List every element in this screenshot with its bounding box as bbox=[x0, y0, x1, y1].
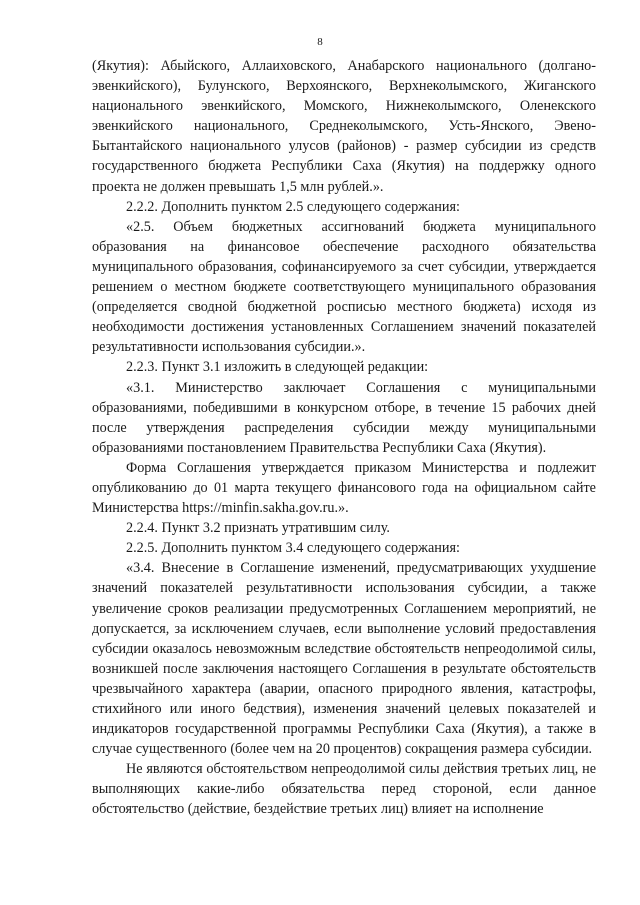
paragraph-item-2-2-4: 2.2.4. Пункт 3.2 признать утратившим силу. bbox=[126, 520, 390, 537]
paragraph-item-2-2-3: 2.2.3. Пункт 3.1 изложить в следующей редакции: bbox=[126, 359, 429, 376]
paragraph-item-2-2-2: 2.2.2. Дополнить пунктом 2.5 следующего содержания: bbox=[126, 198, 460, 215]
paragraph-item-2-2-5: 2.2.5. Дополнить пунктом 3.4 следующего содержания: bbox=[126, 540, 460, 557]
paragraph-force-majeure: Не являются обстоятельством непреодолимой силы действия третьих лиц, не выполняющих какие-либо обязательства перед стороной, если данное обстоятельство (действие, бездействие третьих лиц) влияет на исполнение bbox=[92, 761, 596, 818]
paragraph-agreement-form: Форма Соглашения утверждается приказом Министерства и подлежит опубликованию до 01 марта текущего финансового года на официальном сайте Министерства https://minfin.sakha.gov.ru.». bbox=[92, 459, 596, 517]
paragraph-clause-3-4: «3.4. Внесение в Соглашение изменений, предусматривающих ухудшение значений показателей результативности использования субсидии, а также увеличение сроков реализации предусмотренных Соглашением мероприятий, не допускается, за исключением случаев, если выполнение условий предоставления субсидии оказалось невозможным вследствие обстоятельств непреодолимой силы, возникшей после заключения настоящего Соглашения в результате обстоятельств чрезвычайного характера (аварии, опасного природного явления, катастрофы, стихийного или иного бедствия), изменения значений целевых показателей и индикаторов государственной программы Республики Саха (Якутия), а также в случае существенного (более чем на 20 процентов) сокращения размера субсидии. bbox=[92, 560, 596, 758]
document-body bbox=[92, 56, 596, 820]
page-number: 8 bbox=[317, 36, 323, 48]
paragraph-continuation: (Якутия): Абыйского, Аллаиховского, Анабарского национального (долгано-эвенкийского), Булунского, Верхоянского, Верхнеколымского, Жиганского национального эвенкийского, Момского, Нижнеколымского, Оленекского эвенкийского национального, Среднеколымского, Усть-Янского, Эвено-Бытантайского национального улусов (районов) - размер субсидии из средств государственного бюджета Республики Саха (Якутия) на поддержку одного проекта не должен превышать 1,5 млн рублей.». bbox=[92, 58, 596, 195]
paragraph-clause-3-1: «3.1. Министерство заключает Соглашения с муниципальными образованиями, победившими в конкурсном отборе, в течение 15 рабочих дней после утверждения распределения субсидии между муниципальными образованиями постановлением Правительства Республики Саха (Якутия). bbox=[92, 379, 596, 456]
paragraph-clause-2-5: «2.5. Объем бюджетных ассигнований бюджета муниципального образования на финансовое обеспечение расходного обязательства муниципального образования, софинансируемого за счет субсидии, утверждается решением о местном бюджете соответствующего муниципального образования (определяется сводной бюджетной росписью местного бюджета) исходя из необходимости достижения установленных Соглашением значений показателей результативности использования субсидии.». bbox=[92, 218, 596, 356]
